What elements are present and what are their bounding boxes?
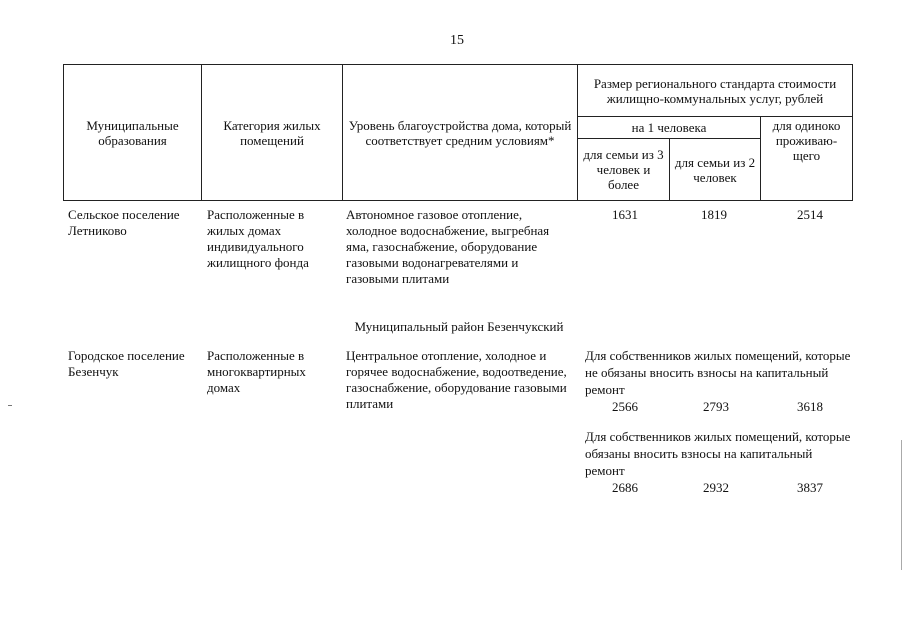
header-family3: для семьи из 3 человек и более	[578, 139, 670, 201]
header-table	[63, 64, 853, 201]
header-single: для одиноко проживаю-щего	[761, 117, 853, 201]
row1-municipal: Сельское поселение Летниково	[68, 207, 180, 238]
page-number: 15	[450, 33, 464, 48]
row2-a-single: 3618	[797, 399, 823, 414]
row1-category: Расположенные в жилых домах индивидуального жилищного фонда	[207, 207, 309, 270]
row1-family2: 1819	[701, 207, 727, 222]
margin-mark	[8, 405, 12, 406]
row2-b-single: 3837	[797, 480, 823, 495]
row2-b-family2: 2932	[703, 480, 729, 495]
row2-category: Расположенные в многоквартирных домах	[207, 348, 306, 395]
row2-a-family2: 2793	[703, 399, 729, 414]
row1-family3: 1631	[612, 207, 638, 222]
header-family2: для семьи из 2 человек	[670, 139, 761, 201]
row1-level: Автономное газовое отопление, холодное водоснабжение, выгребная яма, газоснабжение, оборудование газовыми водонагревателями и газовыми плитами	[346, 207, 550, 286]
header-municipal: Муниципальные образования	[64, 65, 202, 201]
header-category: Категория жилых помещений	[202, 65, 343, 201]
row2-note-a: Для собственников жилых помещений, которые не обязаны вносить взносы на капитальный ремонт	[585, 348, 851, 397]
header-level: Уровень благоустройства дома, который соответствует средним условиям*	[343, 65, 578, 201]
header-standard-size: Размер регионального стандарта стоимости жилищно-коммунальных услуг, рублей	[578, 65, 853, 117]
district-title: Муниципальный район Безенчукский	[354, 319, 564, 334]
header-per-person: на 1 человека	[578, 117, 761, 139]
row2-b-family3: 2686	[612, 480, 638, 495]
row2-a-family3: 2566	[612, 399, 638, 414]
row1-single: 2514	[797, 207, 823, 222]
row2-note-b: Для собственников жилых помещений, которые обязаны вносить взносы на капитальный ремонт	[585, 429, 851, 478]
row2-municipal: Городское поселение Безенчук	[68, 348, 185, 379]
scan-edge-line	[901, 440, 902, 570]
row2-level: Центральное отопление, холодное и горячее водоснабжение, водоотведение, газоснабжение, оборудование газовыми плитами	[346, 348, 567, 411]
